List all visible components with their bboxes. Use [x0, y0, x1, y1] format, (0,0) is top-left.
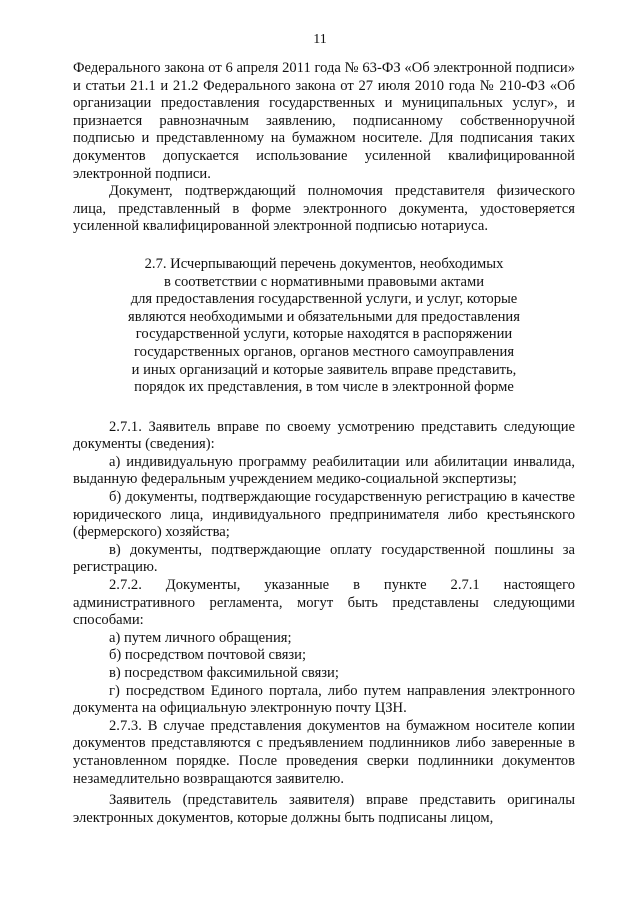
document-body	[73, 60, 575, 827]
list-item: а) индивидуальную программу реабилитации или абилитации инвалида, выданную федеральным учреждением медико-социальной экспертизы;	[73, 453, 575, 488]
paragraph: Документ, подтверждающий полномочия представителя физического лица, представленный в форме электронного документа, удостоверяется усиленной квалифицированной электронной подписью нотариуса.	[73, 183, 575, 235]
list-item: б) документы, подтверждающие государственную регистрацию в качестве юридического лица, индивидуального предпринимателя либо крестьянского (фермерского) хозяйства;	[73, 489, 575, 541]
paragraph: Федерального закона от 6 апреля 2011 года № 63-ФЗ «Об электронной подписи» и статьи 21.1 и 21.2 Федерального закона от 27 июля 2010 года № 210-ФЗ «Об организации предоставления государственных и муниципальных услуг», и признается равнозначным заявлению, подписанному собственноручной подписью и представленному на бумажном носителе. Для подписания таких документов допускается использование усиленной квалифицированной электронной подписи.	[73, 60, 575, 182]
section-heading	[73, 256, 575, 397]
paragraph: 2.7.1. Заявитель вправе по своему усмотрению представить следующие документы (сведения):	[73, 418, 575, 453]
heading-line: в соответствии с нормативными правовыми актами	[163, 273, 485, 290]
list-item: а) путем личного обращения;	[109, 629, 292, 646]
paragraph: 2.7.2. Документы, указанные в пункте 2.7.1 настоящего административного регламента, могут быть представлены следующими способами:	[73, 577, 575, 629]
list-item: в) документы, подтверждающие оплату государственной пошлины за регистрацию.	[73, 541, 575, 576]
heading-line: являются необходимыми и обязательными для предоставления	[128, 308, 520, 325]
heading-line: 2.7. Исчерпывающий перечень документов, необходимых	[144, 255, 504, 272]
paragraph: Заявитель (представитель заявителя) вправе представить оригиналы электронных документов, которые должны быть подписаны лицом,	[73, 792, 575, 826]
heading-line: государственных органов, органов местного самоуправления	[133, 343, 515, 360]
heading-line: и иных организаций и которые заявитель вправе представить,	[131, 361, 517, 378]
list-item: б) посредством почтовой связи;	[109, 647, 307, 664]
page-number: 11	[313, 32, 327, 47]
paragraph: 2.7.3. В случае представления документов на бумажном носителе копии документов представляются с предъявлением подлинников либо заверенные в установленном порядке. После проведения сверки подлинники документов незамедлительно возвращаются заявителю.	[73, 717, 575, 787]
heading-line: государственной услуги, которые находятся в распоряжении	[135, 326, 513, 343]
heading-line: порядок их представления, в том числе в электронной форме	[134, 379, 514, 396]
heading-line: для предоставления государственной услуги, и услуг, которые	[130, 291, 518, 308]
list-item: г) посредством Единого портала, либо путем направления электронного документа на официальную электронную почту ЦЗН.	[73, 682, 575, 717]
list-item: в) посредством факсимильной связи;	[109, 665, 339, 681]
